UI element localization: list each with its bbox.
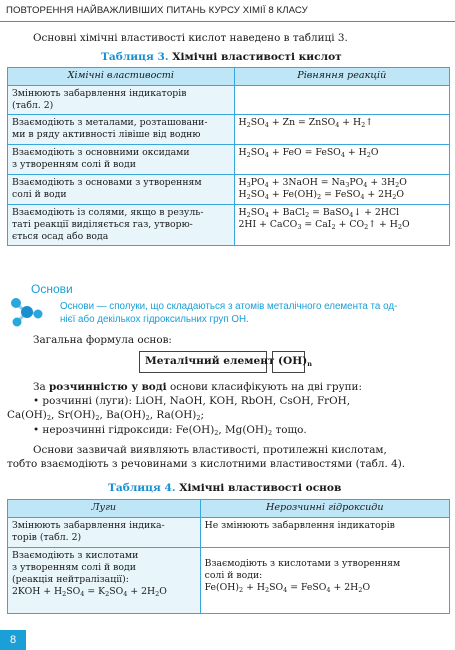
- table4-caption: [108, 482, 341, 494]
- table4-title: Хімічні властивості основ: [179, 482, 342, 494]
- insoluble-list: • нерозчинні гідроксиди: $Fe(OH)_2$, $Mg(OH)_2$ тощо.: [33, 424, 307, 437]
- table3-header-eqs: Рівняння реакцій: [234, 68, 449, 86]
- formula-n: n: [307, 360, 312, 368]
- definition-osnovy: [60, 300, 450, 326]
- intro-text: Основні хімічні властивості кислот наведено в таблиці 3.: [33, 32, 348, 44]
- table3-row: [8, 115, 450, 145]
- classification-text: [33, 380, 362, 394]
- molecule-icon: [6, 294, 44, 330]
- page-number: 8: [0, 630, 26, 650]
- running-header: [0, 0, 455, 22]
- table3-property-cell: Взаємодіють з основними оксидами з утворенням солі й води: [8, 145, 235, 175]
- table3-property-cell: Змінюють забарвлення індикаторів (табл. 2): [8, 86, 235, 115]
- table3-property-cell: Взаємодіють з металами, розташовани- ми в ряду активності лівіше від водню: [8, 115, 235, 145]
- section-title-osnovy: Основи: [31, 282, 73, 296]
- table3-property-cell: Взаємодіють з основами з утворенням солі й води: [8, 175, 235, 205]
- alkali-list-line-1: • розчинні (луги): LiOH, NaOH, KOH, RbOH, CsOH, FrOH,: [33, 395, 351, 407]
- table3-header-props: Хімічні властивості: [8, 68, 235, 86]
- formula-metal-box: Металічний елемент: [139, 351, 267, 373]
- table-4: [7, 499, 450, 614]
- alkali-list-line-2: $Ca(OH)_2$, $Sr(OH)_2$, $Ba(OH)_2$, $Ra(OH)_2$;: [7, 409, 204, 422]
- table4-insoluble-cell: Взаємодіють з кислотами з утворенням солі й води: $Fe(OH)_2 + H_2SO_4$ = FeSO$_4$ + $2H_2O$: [200, 548, 449, 614]
- table3-row: [8, 205, 450, 246]
- table3-equation-cell: $H_2SO_4$ + FeO = FeSO$_4$ + $H_2O$: [234, 145, 449, 175]
- table3-equation-cell: [234, 86, 449, 115]
- table3-equation-cell: $H_2SO_4$ + BaCl$_2$ = BaSO$_4$↓ + 2HCl 2HI + CaCO$_3$ = $CaI_2 + CO_2↑ + H_2O$: [234, 205, 449, 246]
- classification-pre: За: [33, 381, 46, 393]
- table3-row: [8, 145, 450, 175]
- table4-label: Таблиця 4.: [108, 482, 176, 494]
- table3-property-cell: Взаємодіють із солями, якщо в резуль- таті реакції виділяється газ, утворю- ється осад або вода: [8, 205, 235, 246]
- table3-title: Хімічні властивості кислот: [172, 51, 342, 63]
- table4-alkali-cell: Взаємодіють з кислотами з утворенням солі й води (реакція нейтралізації): $2KOH + H_2SO_4 = K_2SO_4 + 2H_2O$: [8, 548, 201, 614]
- table4-row: [8, 548, 450, 614]
- paragraph-line-1: Основи зазвичай виявляють властивості, протилежні кислотам,: [33, 444, 387, 456]
- classification-post: основи класифікують на дві групи:: [169, 381, 362, 393]
- table3-row: [8, 86, 450, 115]
- classification-bold: розчинністю у воді: [48, 381, 167, 393]
- table3-label: Таблиця 3.: [101, 51, 169, 63]
- table4-row: [8, 518, 450, 548]
- table4-header-insoluble: Нерозчинні гідроксиди: [200, 500, 449, 518]
- paragraph-line-2: тобто взаємодіють з речовинами з кислотними властивостями (табл. 4).: [7, 458, 406, 470]
- table3-equation-cell: $H_3PO_4$ + 3NaOH = $Na_3PO_4 + 3H_2O$ $H_2SO_4 + Fe(OH)_2$ = FeSO$_4$ + $2H_2O$: [234, 175, 449, 205]
- table3-equation-cell: $H_2SO_4 + Zn$ = ZnSO$_4$ + $H_2↑$: [234, 115, 449, 145]
- table-3: [7, 67, 450, 246]
- formula-oh: (OH): [278, 355, 308, 367]
- general-formula-text: Загальна формула основ:: [33, 334, 172, 346]
- formula-oh-box: [272, 351, 312, 373]
- table4-insoluble-cell: Не змінюють забарвлення індикаторів: [200, 518, 449, 548]
- table4-alkali-cell: Змінюють забарвлення індика- торів (табл. 2): [8, 518, 201, 548]
- table3-row: [8, 175, 450, 205]
- table3-caption: [101, 51, 342, 63]
- running-header-text: ПОВТОРЕННЯ НАЙВАЖЛИВІШИХ ПИТАНЬ КУРСУ ХІМІЇ 8 КЛАСУ: [6, 5, 308, 16]
- definition-line-2: нієї або декількох гідроксильних груп OH.: [60, 314, 249, 325]
- table4-header-alkali: Луги: [8, 500, 201, 518]
- definition-line-1: Основи — сполуки, що складаються з атомів металічного елемента та од-: [60, 301, 398, 312]
